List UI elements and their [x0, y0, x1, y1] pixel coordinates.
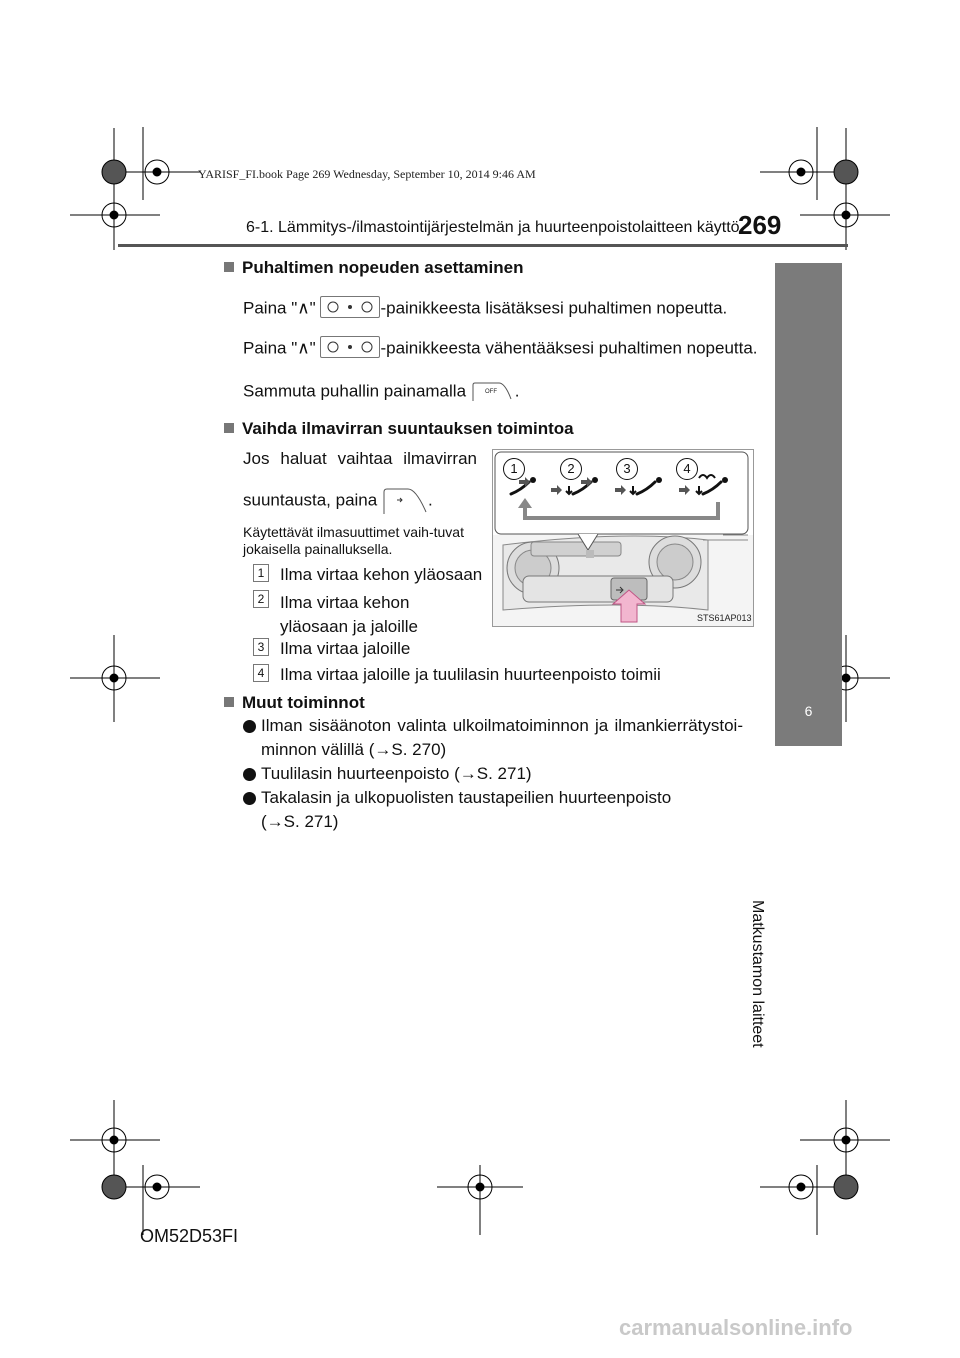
- figure-label-1: 1: [503, 458, 525, 480]
- fan-down-instruction: Paina "∧" -painikkeesta vähentääksesi puhaltimen nopeutta.: [243, 338, 758, 360]
- airflow-item-1: Ilma virtaa kehon yläosaan: [280, 565, 483, 584]
- square-bullet-icon: [224, 423, 234, 433]
- round-bullet-icon: [243, 720, 256, 733]
- square-bullet-icon: [224, 262, 234, 272]
- airflow-item-2: Ilma virtaa kehon yläosaan ja jaloille: [280, 593, 418, 636]
- book-info: YARISF_FI.book Page 269 Wednesday, September 10, 2014 9:46 AM: [198, 167, 536, 181]
- other-bullet-3: Takalasin ja ulkopuolisten taustapeilien huurteenpoisto (→S. 271): [243, 786, 673, 834]
- document-code: OM52D53FI: [140, 1226, 239, 1246]
- fan-off-button-icon: [471, 381, 515, 403]
- chapter-tab: [775, 263, 842, 746]
- item-number-badge: 2: [253, 590, 269, 608]
- fan-speed-button-icon: [320, 336, 380, 358]
- chapter-number: 6: [804, 703, 813, 719]
- fan-speed-button-icon: [320, 296, 380, 318]
- figure-label-3: 3: [616, 458, 638, 480]
- watermark: carmanualsonline.info: [619, 1315, 853, 1340]
- fan-speed-heading: Puhaltimen nopeuden asettaminen: [224, 258, 524, 278]
- item-number-badge: 3: [253, 638, 269, 656]
- header-rule: [118, 244, 848, 247]
- airflow-intro-line2: suuntausta, paina .: [243, 486, 433, 516]
- airflow-note: Käytettävät ilmasuuttimet vaih-tuvat jokaisella painalluksella.: [243, 524, 464, 557]
- round-bullet-icon: [243, 768, 256, 781]
- round-bullet-icon: [243, 792, 256, 805]
- airflow-item-3: Ilma virtaa jaloille: [280, 639, 411, 658]
- figure-label-4: 4: [676, 458, 698, 480]
- section-title: 6-1. Lämmitys-/ilmastointijärjestelmän ja huurteenpoistolaitteen käyttö: [246, 219, 740, 236]
- other-bullet-2: Tuulilasin huurteenpoisto (→S. 271): [243, 762, 743, 786]
- airflow-figure: [492, 449, 754, 627]
- airflow-intro-line1: Jos haluat vaihtaa ilmavirran: [243, 449, 477, 468]
- other-functions-heading: Muut toiminnot: [224, 693, 365, 713]
- fan-up-instruction: Paina "∧" -painikkeesta lisätäksesi puhaltimen nopeutta.: [243, 298, 727, 320]
- airflow-heading: Vaihda ilmavirran suuntauksen toimintoa: [224, 419, 574, 439]
- svg-text:OFF: OFF: [484, 389, 497, 395]
- chapter-title: Matkustamon laitteet: [749, 900, 766, 1048]
- square-bullet-icon: [224, 697, 234, 707]
- figure-code: STS61AP013: [697, 613, 752, 623]
- airflow-item-4: Ilma virtaa jaloille ja tuulilasin huurteenpoisto toimii: [280, 665, 661, 684]
- page-number: 269: [738, 210, 782, 240]
- figure-label-2: 2: [560, 458, 582, 480]
- other-bullet-1: Ilman sisäänoton valinta ulkoilmatoiminnon ja ilmankierrätystoi-minnon välillä (→S. 270): [243, 714, 743, 762]
- item-number-badge: 4: [253, 664, 269, 682]
- item-number-badge: 1: [253, 564, 269, 582]
- fan-off-instruction: Sammuta puhallin painamalla OFF .: [243, 381, 520, 403]
- airflow-mode-button-icon: [382, 486, 428, 516]
